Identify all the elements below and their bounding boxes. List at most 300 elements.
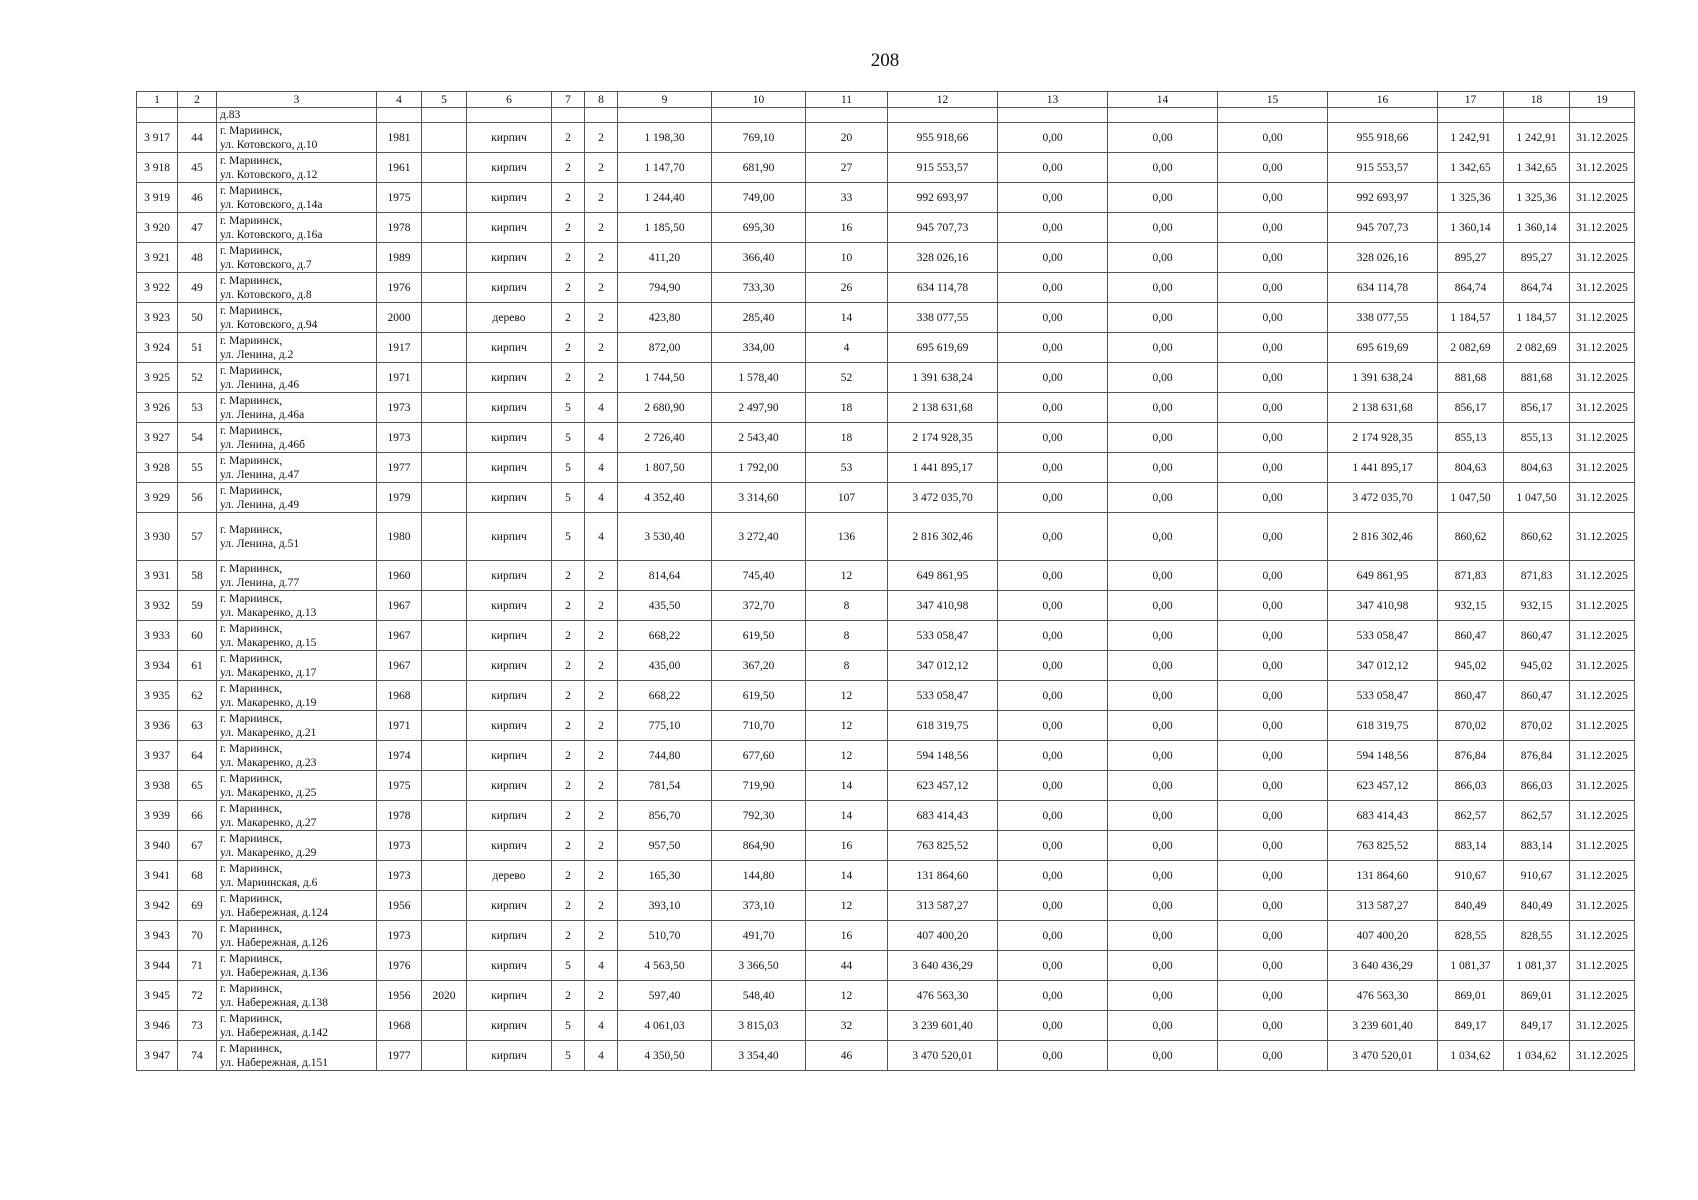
index-cell: 50 [178,303,217,333]
entrances-cell: 2 [585,921,618,951]
deadline-cell: 31.12.2025 [1570,591,1635,621]
residents-cell: 26 [806,273,888,303]
year-built-cell: 1956 [377,981,422,1011]
col13-cell: 0,00 [998,1011,1108,1041]
col15-cell: 0,00 [1218,591,1328,621]
renovation-year-cell [422,651,467,681]
total-area-cell: 668,22 [618,621,712,651]
total-cost-cell: 3 472 035,70 [1328,483,1438,513]
address-city: г. Мариинск, [220,523,283,536]
living-area-cell: 548,40 [712,981,806,1011]
year-built-cell: 1967 [377,651,422,681]
unit-cost-cell: 864,74 [1438,273,1504,303]
unit-cost-max-cell: 860,47 [1504,621,1570,651]
living-area-cell: 733,30 [712,273,806,303]
address-cell [217,951,377,981]
unit-cost-cell: 871,83 [1438,561,1504,591]
index-cell: 54 [178,423,217,453]
address-cell [217,981,377,1011]
residents-cell: 16 [806,831,888,861]
address-city: г. Мариинск, [220,982,283,995]
row-number-cell: 3 940 [137,831,178,861]
col13-cell: 0,00 [998,153,1108,183]
unit-cost-max-cell: 869,01 [1504,981,1570,1011]
index-cell: 51 [178,333,217,363]
cost-cell: 328 026,16 [888,243,998,273]
col14-cell: 0,00 [1108,861,1218,891]
living-area-cell: 710,70 [712,711,806,741]
total-area-cell: 597,40 [618,981,712,1011]
cost-cell: 3 470 520,01 [888,1041,998,1071]
col13-cell: 0,00 [998,711,1108,741]
renovation-year-cell [422,771,467,801]
total-cost-cell: 623 457,12 [1328,771,1438,801]
unit-cost-cell: 881,68 [1438,363,1504,393]
col13-cell: 0,00 [998,771,1108,801]
address-street: ул. Макаренко, д.23 [220,756,317,769]
row-number-cell: 3 945 [137,981,178,1011]
year-built-cell: 1978 [377,213,422,243]
residents-cell: 12 [806,891,888,921]
deadline-cell: 31.12.2025 [1570,423,1635,453]
deadline-cell: 31.12.2025 [1570,561,1635,591]
wall-material-cell: кирпич [467,981,552,1011]
wall-material-cell: кирпич [467,423,552,453]
total-cost-cell: 533 058,47 [1328,681,1438,711]
row-number-cell: 3 937 [137,741,178,771]
col14-cell: 0,00 [1108,921,1218,951]
table-row [137,303,1635,333]
index-cell: 49 [178,273,217,303]
address-cell [217,243,377,273]
cost-cell: 618 319,75 [888,711,998,741]
table-row [137,243,1635,273]
living-area-cell: 681,90 [712,153,806,183]
col13-cell: 0,00 [998,303,1108,333]
address-cell [217,123,377,153]
unit-cost-cell: 828,55 [1438,921,1504,951]
table-row [137,921,1635,951]
wall-material-cell: кирпич [467,1041,552,1071]
col13-cell: 0,00 [998,513,1108,561]
year-built-cell: 1973 [377,393,422,423]
table-row [137,771,1635,801]
floors-cell: 2 [552,891,585,921]
entrances-cell: 4 [585,483,618,513]
table-row [137,363,1635,393]
col14-cell: 0,00 [1108,243,1218,273]
cost-cell: 945 707,73 [888,213,998,243]
address-cell [217,831,377,861]
year-built-cell: 1973 [377,831,422,861]
col15-cell: 0,00 [1218,651,1328,681]
address-street: ул. Набережная, д.151 [220,1056,329,1069]
address-street: ул. Набережная, д.136 [220,966,329,979]
col14-cell: 0,00 [1108,891,1218,921]
address-city: г. Мариинск, [220,742,283,755]
index-cell: 55 [178,453,217,483]
cost-cell: 594 148,56 [888,741,998,771]
index-cell: 52 [178,363,217,393]
entrances-cell: 2 [585,621,618,651]
wall-material-cell: кирпич [467,333,552,363]
year-built-cell: 1967 [377,591,422,621]
living-area-cell: 367,20 [712,651,806,681]
address-street: ул. Котовского, д.16а [220,228,323,241]
unit-cost-cell: 862,57 [1438,801,1504,831]
col15-cell: 0,00 [1218,771,1328,801]
address-street: ул. Котовского, д.8 [220,288,312,301]
renovation-year-cell [422,423,467,453]
col15-cell: 0,00 [1218,681,1328,711]
renovation-year-cell [422,1041,467,1071]
col14-cell: 0,00 [1108,1041,1218,1071]
address-cell [217,393,377,423]
living-area-cell: 749,00 [712,183,806,213]
col15-cell: 0,00 [1218,123,1328,153]
residents-cell: 44 [806,951,888,981]
column-header: 8 [585,92,618,108]
total-cost-cell: 2 816 302,46 [1328,513,1438,561]
living-area-cell: 3 354,40 [712,1041,806,1071]
floors-cell: 2 [552,831,585,861]
unit-cost-cell: 804,63 [1438,453,1504,483]
row-number-cell: 3 924 [137,333,178,363]
empty-cell [888,108,998,123]
empty-cell [422,108,467,123]
unit-cost-max-cell: 860,47 [1504,681,1570,711]
unit-cost-max-cell: 1 360,14 [1504,213,1570,243]
residents-cell: 53 [806,453,888,483]
renovation-year-cell [422,453,467,483]
cost-cell: 763 825,52 [888,831,998,861]
living-area-cell: 769,10 [712,123,806,153]
cost-cell: 407 400,20 [888,921,998,951]
unit-cost-max-cell: 883,14 [1504,831,1570,861]
col15-cell: 0,00 [1218,1041,1328,1071]
living-area-cell: 334,00 [712,333,806,363]
col13-cell: 0,00 [998,891,1108,921]
floors-cell: 2 [552,801,585,831]
residents-cell: 18 [806,393,888,423]
deadline-cell: 31.12.2025 [1570,303,1635,333]
col15-cell: 0,00 [1218,483,1328,513]
unit-cost-cell: 869,01 [1438,981,1504,1011]
residents-cell: 107 [806,483,888,513]
year-built-cell: 1980 [377,513,422,561]
column-header: 12 [888,92,998,108]
col15-cell: 0,00 [1218,183,1328,213]
deadline-cell: 31.12.2025 [1570,651,1635,681]
year-built-cell: 2000 [377,303,422,333]
col14-cell: 0,00 [1108,951,1218,981]
table-row [137,513,1635,561]
year-built-cell: 1973 [377,423,422,453]
col13-cell: 0,00 [998,861,1108,891]
col14-cell: 0,00 [1108,591,1218,621]
table-row [137,741,1635,771]
empty-cell [618,108,712,123]
address-street: ул. Набережная, д.126 [220,936,329,949]
row-number-cell: 3 943 [137,921,178,951]
unit-cost-max-cell: 910,67 [1504,861,1570,891]
table-row [137,801,1635,831]
total-cost-cell: 338 077,55 [1328,303,1438,333]
col14-cell: 0,00 [1108,771,1218,801]
entrances-cell: 2 [585,183,618,213]
address-city: г. Мариинск, [220,682,283,695]
total-cost-cell: 2 138 631,68 [1328,393,1438,423]
wall-material-cell: кирпич [467,123,552,153]
wall-material-cell: кирпич [467,363,552,393]
residents-cell: 16 [806,921,888,951]
entrances-cell: 2 [585,213,618,243]
living-area-cell: 695,30 [712,213,806,243]
table-row [137,1041,1635,1071]
residents-cell: 8 [806,651,888,681]
year-built-cell: 1967 [377,621,422,651]
col13-cell: 0,00 [998,183,1108,213]
living-area-cell: 3 272,40 [712,513,806,561]
unit-cost-max-cell: 932,15 [1504,591,1570,621]
row-number-cell: 3 944 [137,951,178,981]
deadline-cell: 31.12.2025 [1570,921,1635,951]
housing-registry-table [136,91,1635,1071]
living-area-cell: 864,90 [712,831,806,861]
floors-cell: 2 [552,711,585,741]
total-cost-cell: 618 319,75 [1328,711,1438,741]
wall-material-cell: кирпич [467,453,552,483]
unit-cost-max-cell: 1 184,57 [1504,303,1570,333]
empty-cell [1570,108,1635,123]
index-cell: 64 [178,741,217,771]
table-row [137,651,1635,681]
total-area-cell: 165,30 [618,861,712,891]
total-cost-cell: 347 012,12 [1328,651,1438,681]
renovation-year-cell [422,1011,467,1041]
total-cost-cell: 763 825,52 [1328,831,1438,861]
col15-cell: 0,00 [1218,621,1328,651]
wall-material-cell: кирпич [467,273,552,303]
col13-cell: 0,00 [998,423,1108,453]
address-city: г. Мариинск, [220,892,283,905]
address-cell [217,303,377,333]
column-header: 15 [1218,92,1328,108]
deadline-cell: 31.12.2025 [1570,453,1635,483]
total-cost-cell: 649 861,95 [1328,561,1438,591]
address-cell [217,921,377,951]
wall-material-cell: кирпич [467,681,552,711]
empty-cell [1218,108,1328,123]
renovation-year-cell [422,951,467,981]
column-header: 3 [217,92,377,108]
cost-cell: 533 058,47 [888,621,998,651]
unit-cost-max-cell: 804,63 [1504,453,1570,483]
floors-cell: 2 [552,861,585,891]
residents-cell: 12 [806,561,888,591]
year-built-cell: 1989 [377,243,422,273]
row-number-cell: 3 917 [137,123,178,153]
wall-material-cell: кирпич [467,393,552,423]
address-cell [217,273,377,303]
residents-cell: 14 [806,861,888,891]
unit-cost-max-cell: 828,55 [1504,921,1570,951]
renovation-year-cell [422,513,467,561]
address-street: ул. Мариинская, д.6 [220,876,318,889]
total-area-cell: 1 147,70 [618,153,712,183]
address-cell [217,513,377,561]
unit-cost-cell: 883,14 [1438,831,1504,861]
cost-cell: 2 138 631,68 [888,393,998,423]
total-cost-cell: 683 414,43 [1328,801,1438,831]
unit-cost-cell: 860,47 [1438,621,1504,651]
wall-material-cell: кирпич [467,183,552,213]
total-cost-cell: 955 918,66 [1328,123,1438,153]
col15-cell: 0,00 [1218,513,1328,561]
address-city: г. Мариинск, [220,652,283,665]
index-cell: 58 [178,561,217,591]
unit-cost-cell: 1 034,62 [1438,1041,1504,1071]
residents-cell: 20 [806,123,888,153]
address-street: ул. Котовского, д.7 [220,258,312,271]
total-cost-cell: 2 174 928,35 [1328,423,1438,453]
col13-cell: 0,00 [998,681,1108,711]
unit-cost-max-cell: 856,17 [1504,393,1570,423]
entrances-cell: 2 [585,561,618,591]
address-city: г. Мариинск, [220,364,283,377]
col15-cell: 0,00 [1218,303,1328,333]
floors-cell: 2 [552,123,585,153]
unit-cost-cell: 1 242,91 [1438,123,1504,153]
index-cell: 44 [178,123,217,153]
address-street: ул. Макаренко, д.21 [220,726,317,739]
col15-cell: 0,00 [1218,741,1328,771]
unit-cost-cell: 855,13 [1438,423,1504,453]
col14-cell: 0,00 [1108,303,1218,333]
address-street: ул. Ленина, д.2 [220,348,294,361]
unit-cost-cell: 1 342,65 [1438,153,1504,183]
wall-material-cell: кирпич [467,513,552,561]
renovation-year-cell [422,621,467,651]
column-header: 14 [1108,92,1218,108]
col14-cell: 0,00 [1108,483,1218,513]
renovation-year-cell [422,393,467,423]
empty-cell [1328,108,1438,123]
table-row [137,423,1635,453]
index-cell: 66 [178,801,217,831]
unit-cost-max-cell: 876,84 [1504,741,1570,771]
continuation-address: д.83 [217,108,377,123]
total-cost-cell: 347 410,98 [1328,591,1438,621]
renovation-year-cell: 2020 [422,981,467,1011]
renovation-year-cell [422,711,467,741]
residents-cell: 46 [806,1041,888,1071]
table-row [137,273,1635,303]
year-built-cell: 1977 [377,453,422,483]
address-cell [217,1011,377,1041]
unit-cost-cell: 945,02 [1438,651,1504,681]
entrances-cell: 4 [585,513,618,561]
col13-cell: 0,00 [998,561,1108,591]
entrances-cell: 2 [585,711,618,741]
column-header: 5 [422,92,467,108]
table-row [137,891,1635,921]
col15-cell: 0,00 [1218,831,1328,861]
col15-cell: 0,00 [1218,711,1328,741]
renovation-year-cell [422,831,467,861]
address-city: г. Мариинск, [220,622,283,635]
renovation-year-cell [422,363,467,393]
total-area-cell: 3 530,40 [618,513,712,561]
deadline-cell: 31.12.2025 [1570,483,1635,513]
empty-cell [1438,108,1504,123]
floors-cell: 2 [552,273,585,303]
living-area-cell: 1 792,00 [712,453,806,483]
unit-cost-cell: 860,62 [1438,513,1504,561]
address-city: г. Мариинск, [220,832,283,845]
total-cost-cell: 1 391 638,24 [1328,363,1438,393]
year-built-cell: 1977 [377,1041,422,1071]
address-city: г. Мариинск, [220,274,283,287]
col14-cell: 0,00 [1108,1011,1218,1041]
total-area-cell: 1 198,30 [618,123,712,153]
total-cost-cell: 328 026,16 [1328,243,1438,273]
index-cell: 70 [178,921,217,951]
column-header: 13 [998,92,1108,108]
floors-cell: 2 [552,153,585,183]
col15-cell: 0,00 [1218,273,1328,303]
floors-cell: 2 [552,621,585,651]
col14-cell: 0,00 [1108,363,1218,393]
address-city: г. Мариинск, [220,454,283,467]
floors-cell: 5 [552,483,585,513]
address-street: ул. Котовского, д.14а [220,198,323,211]
col15-cell: 0,00 [1218,1011,1328,1041]
total-cost-cell: 945 707,73 [1328,213,1438,243]
col14-cell: 0,00 [1108,711,1218,741]
total-area-cell: 744,80 [618,741,712,771]
total-cost-cell: 915 553,57 [1328,153,1438,183]
renovation-year-cell [422,741,467,771]
entrances-cell: 2 [585,273,618,303]
col13-cell: 0,00 [998,651,1108,681]
column-header: 7 [552,92,585,108]
row-number-cell: 3 938 [137,771,178,801]
address-street: ул. Набережная, д.124 [220,906,329,919]
address-cell [217,621,377,651]
wall-material-cell: дерево [467,303,552,333]
year-built-cell: 1968 [377,1011,422,1041]
unit-cost-max-cell: 840,49 [1504,891,1570,921]
year-built-cell: 1975 [377,771,422,801]
col14-cell: 0,00 [1108,651,1218,681]
total-cost-cell: 695 619,69 [1328,333,1438,363]
table-row [137,333,1635,363]
address-street: ул. Ленина, д.77 [220,576,300,589]
total-area-cell: 4 563,50 [618,951,712,981]
year-built-cell: 1981 [377,123,422,153]
living-area-cell: 2 543,40 [712,423,806,453]
col14-cell: 0,00 [1108,561,1218,591]
address-city: г. Мариинск, [220,1012,283,1025]
col13-cell: 0,00 [998,243,1108,273]
unit-cost-cell: 910,67 [1438,861,1504,891]
total-area-cell: 856,70 [618,801,712,831]
index-cell: 45 [178,153,217,183]
address-cell [217,153,377,183]
index-cell: 74 [178,1041,217,1071]
total-cost-cell: 3 470 520,01 [1328,1041,1438,1071]
